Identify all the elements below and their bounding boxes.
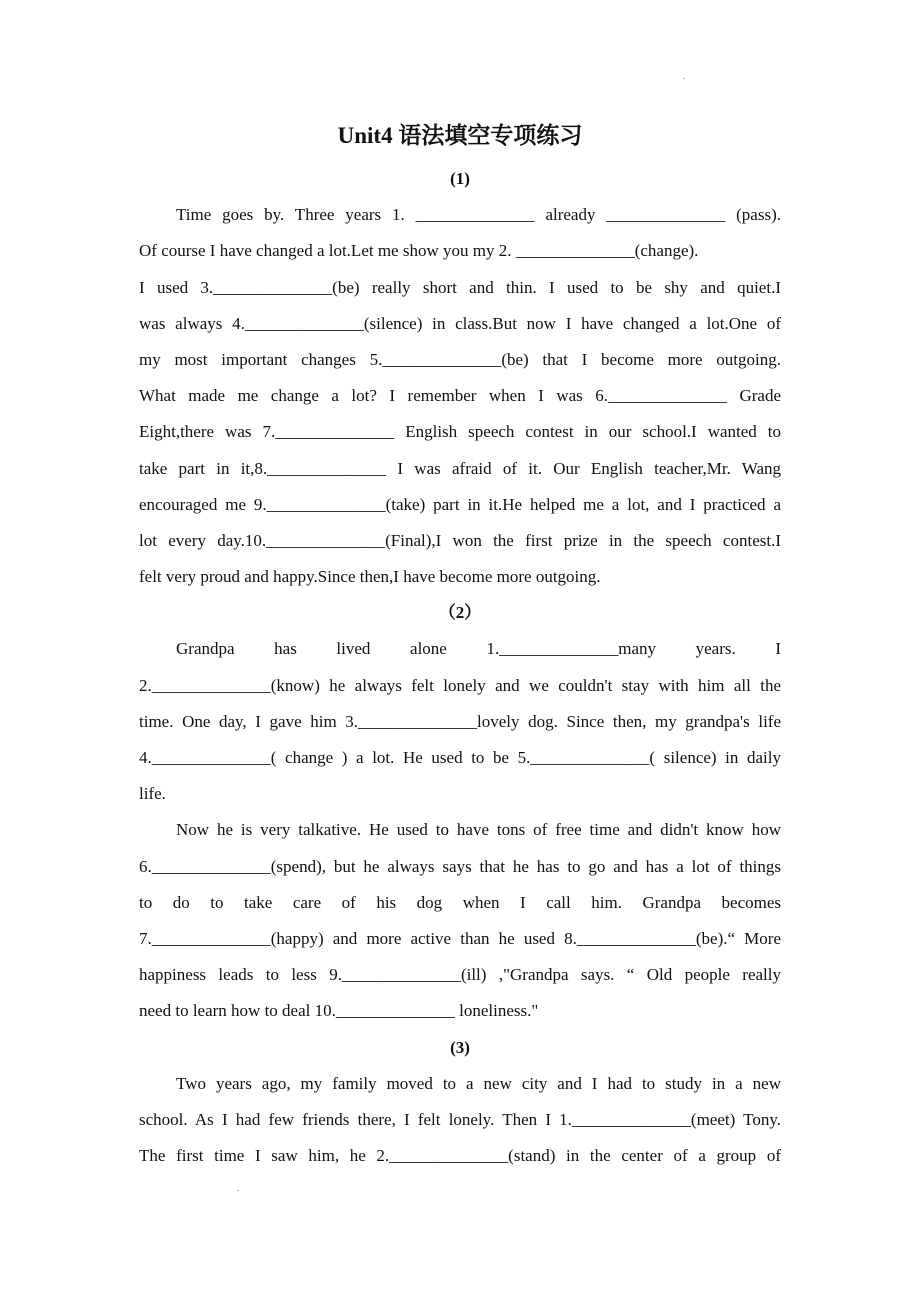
section-heading: （2） [438, 603, 482, 623]
worksheet-content [139, 161, 781, 1174]
text-line: Of course I have changed a lot.Let me show you my 2. ______________(change). [139, 241, 699, 261]
section-heading: (1) [450, 169, 470, 188]
text-line: felt very proud and happy.Since then,I have become more outgoing. [139, 567, 601, 587]
text-line: school. As I had few friends there, I felt lonely. Then I 1.______________(meet) Tony. [139, 1109, 781, 1129]
text-line: encouraged me 9.______________(take) part in it.He helped me a lot, and I practiced a [139, 494, 781, 514]
exercise-paragraph [139, 631, 781, 812]
text-line: happiness leads to less 9.______________(ill) ,"Grandpa says. “ Old people really [139, 965, 781, 985]
text-line: The first time I saw him, he 2.______________(stand) in the center of a group of [139, 1146, 781, 1166]
text-line: Grandpa has lived alone 1.______________many years. I [176, 639, 781, 659]
text-line: time. One day, I gave him 3.______________lovely dog. Since then, my grandpa's life [139, 711, 781, 731]
text-line: life. [139, 784, 166, 804]
text-line: Time goes by. Three years 1. ______________ already ______________ (pass). [176, 205, 781, 225]
text-line: Eight,there was 7.______________ English speech contest in our school.I wanted to [139, 422, 781, 442]
text-line: What made me change a lot? I remember when I was 6.______________ Grade [139, 386, 781, 406]
text-line: 7.______________(happy) and more active than he used 8.______________(be).“ More [139, 928, 781, 948]
section-heading: (3) [450, 1037, 470, 1057]
text-line: 4.______________( change ) a lot. He used to be 5.______________( silence) in daily [139, 748, 781, 767]
text-line: to do to take care of his dog when I call him. Grandpa becomes [139, 892, 781, 912]
text-line: I used 3.______________(be) really short and thin. I used to be shy and quiet.I [139, 277, 781, 297]
text-line: my most important changes 5.______________(be) that I become more outgoing. [139, 349, 781, 369]
text-line: lot every day.10.______________(Final),I won the first prize in the speech contest.I [139, 530, 781, 550]
exercise-paragraph [139, 197, 781, 595]
text-line: need to learn how to deal 10.______________ loneliness." [139, 1001, 539, 1021]
text-line: 2.______________(know) he always felt lonely and we couldn't stay with him all the [139, 675, 781, 695]
exercise-paragraph [139, 1066, 781, 1175]
page-title: Unit4 语法填空专项练习 [337, 123, 583, 148]
text-line: Now he is very talkative. He used to have tons of free time and didn't know how [176, 820, 781, 840]
worksheet-page [139, 116, 781, 1174]
text-line: 6.______________(spend), but he always says that he has to go and has a lot of things [139, 856, 781, 876]
scan-speck [237, 1190, 239, 1191]
text-line: Two years ago, my family moved to a new city and I had to study in a new [176, 1073, 781, 1093]
scan-speck [683, 78, 685, 79]
text-line: take part in it,8.______________ I was afraid of it. Our English teacher,Mr. Wang [139, 458, 781, 478]
text-line: was always 4.______________(silence) in class.But now I have changed a lot.One of [139, 313, 781, 333]
exercise-paragraph [139, 812, 781, 1029]
